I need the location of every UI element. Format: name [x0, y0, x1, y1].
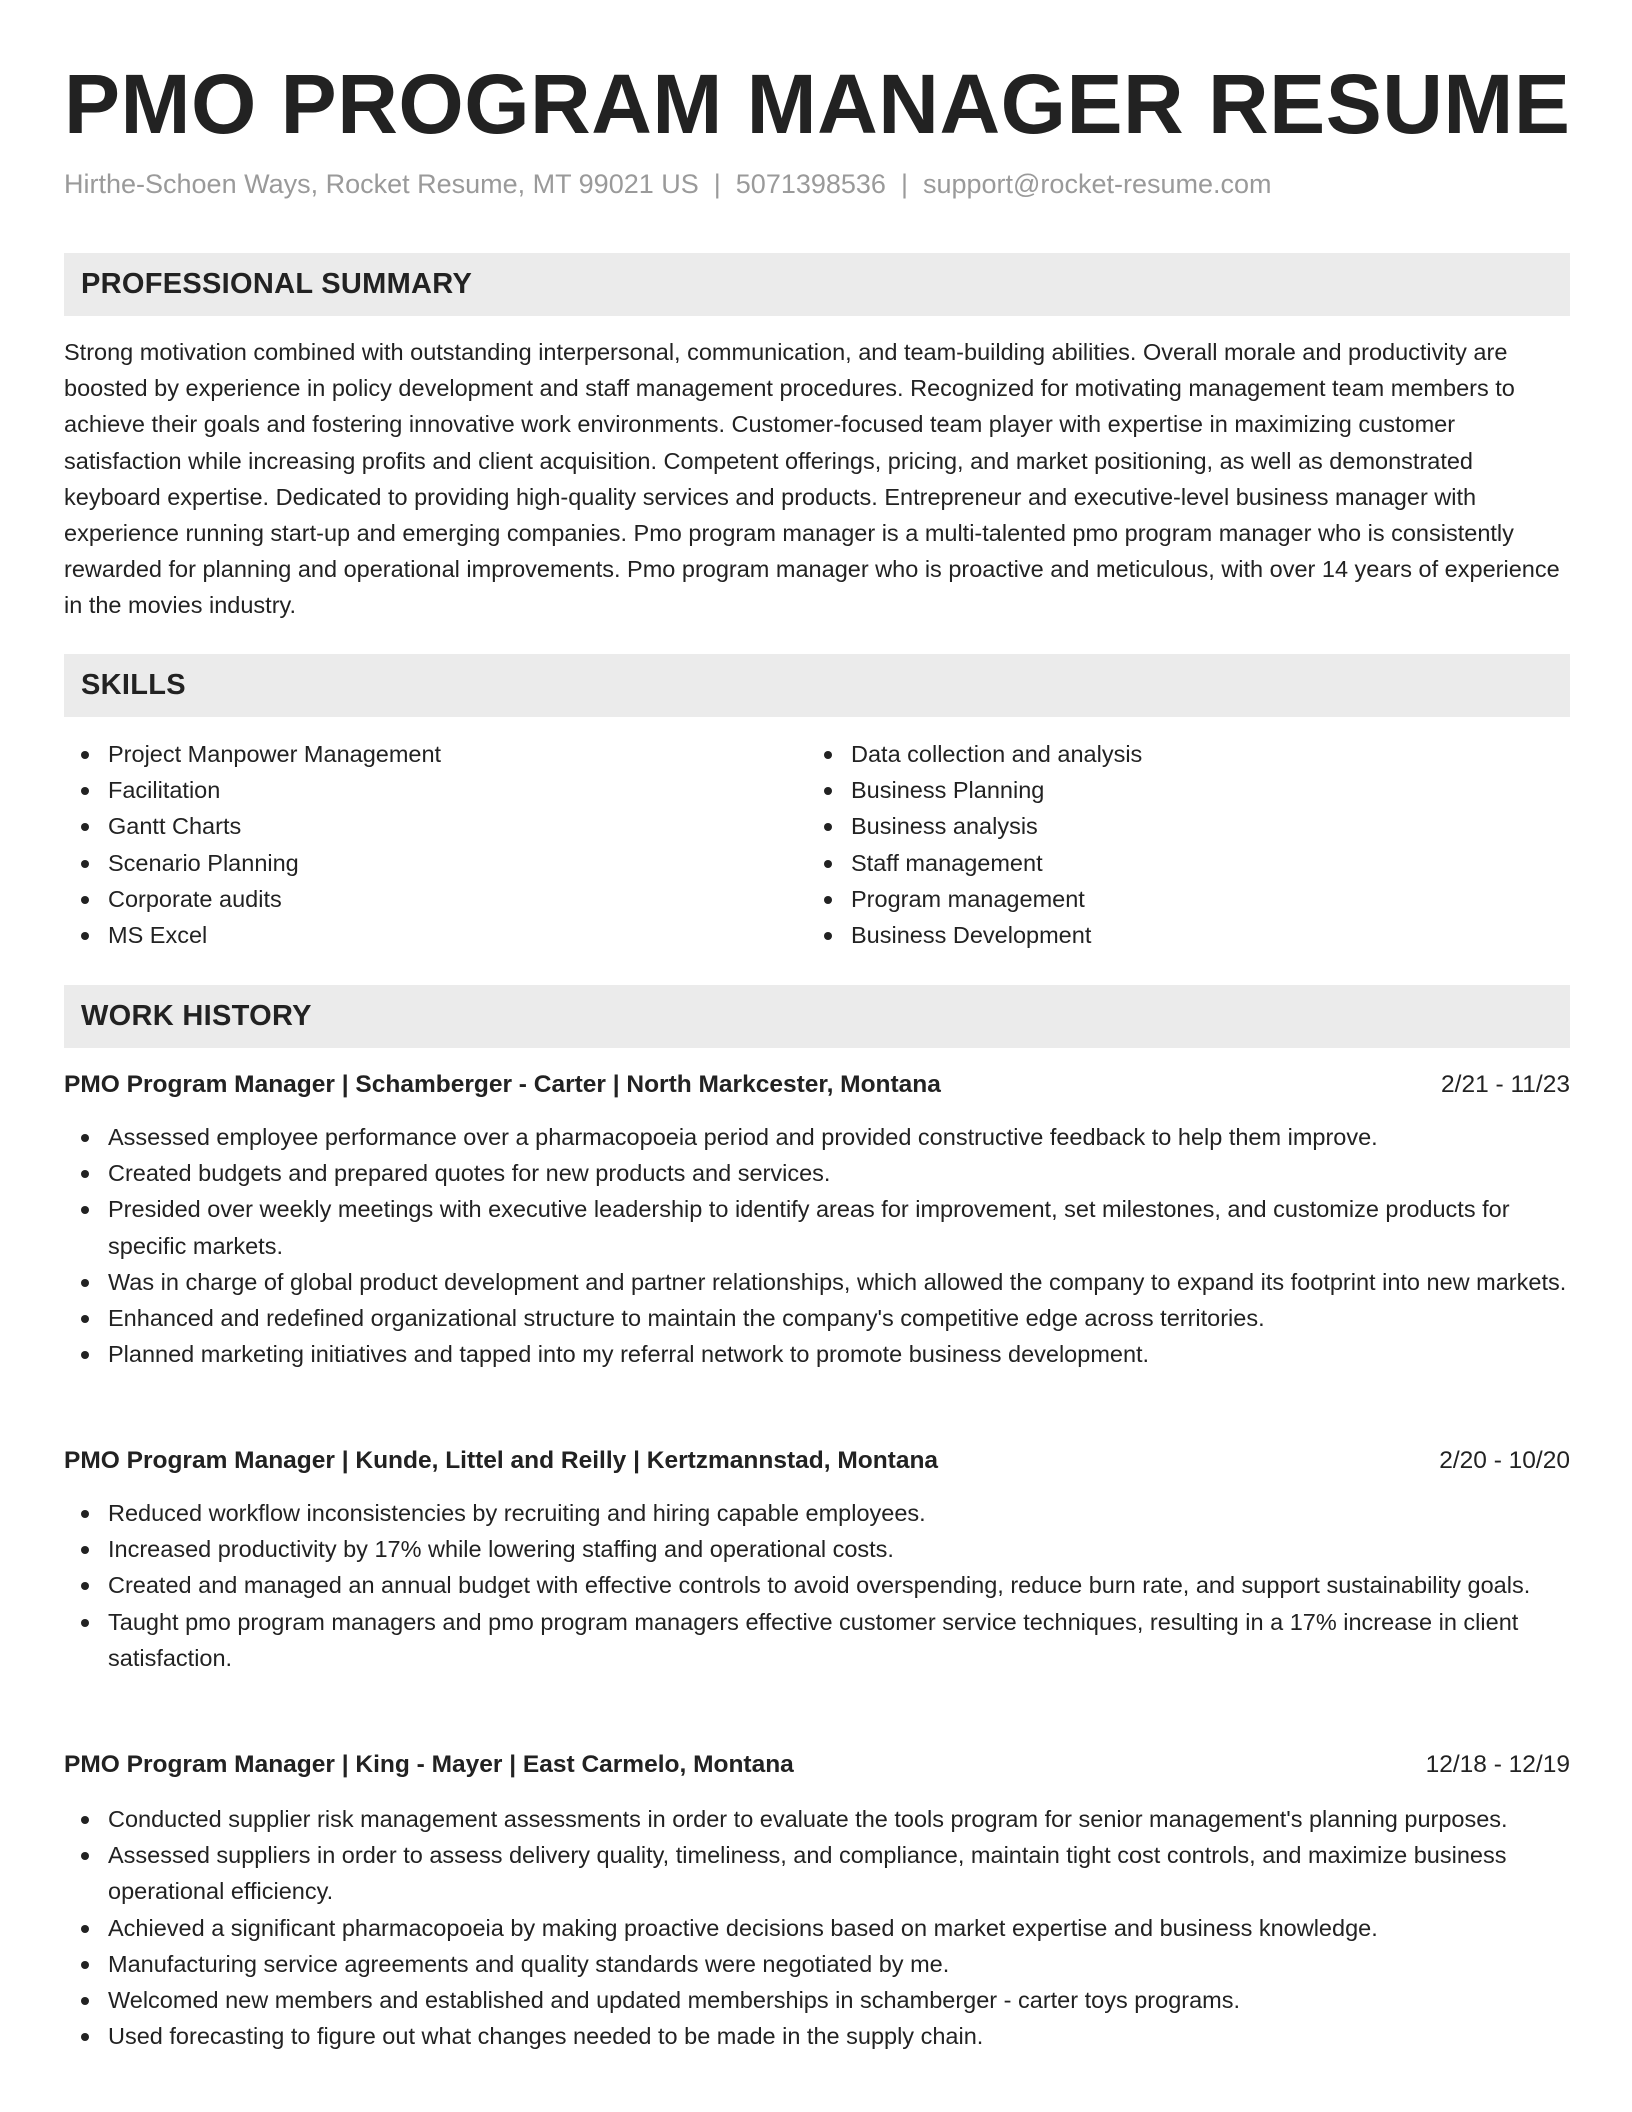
skills-list-left: [64, 736, 784, 953]
job-bullets: [64, 1801, 1570, 2054]
job-bullet: Assessed employee performance over a pharmacopoeia period and provided constructive feedback to help them improve.: [64, 1119, 1570, 1155]
job-bullets: [64, 1119, 1570, 1372]
job-dates: 12/18 - 12/19: [1425, 1751, 1570, 1778]
skill-item: Business Planning: [807, 772, 1527, 808]
professional-summary-text: Strong motivation combined with outstanding interpersonal, communication, and team-building abilities. Overall morale and productivity are boosted by experience in policy development and staff management procedures. Recognized for motivating management team members to achieve their goals and fostering innovative work environments. Customer-focused team player with expertise in maximizing customer satisfaction while increasing profits and client acquisition. Competent offerings, pricing, and market positioning, as well as demonstrated keyboard expertise. Dedicated to providing high-quality services and products. Entrepreneur and executive-level business manager with experience running start-up and emerging companies. Pmo program manager is a multi-talented pmo program manager who is consistently rewarded for planning and operational improvements. Pmo program manager who is proactive and meticulous, with over 14 years of experience in the movies industry.: [64, 339, 1560, 619]
job-bullet: Welcomed new members and established and updated memberships in schamberger - carter toys programs.: [64, 1982, 1570, 2018]
contact-phone: 5071398536: [735, 169, 886, 199]
skill-item: Facilitation: [64, 772, 784, 808]
job-bullet: Reduced workflow inconsistencies by recruiting and hiring capable employees.: [64, 1495, 1570, 1531]
job-bullet: Assessed suppliers in order to assess delivery quality, timeliness, and compliance, maintain tight cost controls, and maximize business operational efficiency.: [64, 1837, 1570, 1909]
section-title-summary: PROFESSIONAL SUMMARY: [81, 268, 473, 300]
skill-item: Staff management: [807, 845, 1527, 881]
job-header: [64, 1067, 1570, 1103]
resume-title: PMO PROGRAM MANAGER RESUME: [64, 57, 1571, 151]
job-dates: 2/20 - 10/20: [1439, 1447, 1570, 1474]
job-header: [64, 1747, 1570, 1783]
job-bullet: Increased productivity by 17% while lowering staffing and operational costs.: [64, 1531, 1570, 1567]
skill-item: MS Excel: [64, 917, 784, 953]
job-title: PMO Program Manager | Kunde, Littel and Reilly | Kertzmannstad, Montana: [64, 1447, 939, 1474]
section-header-summary: [64, 253, 1570, 316]
job-bullet: Achieved a significant pharmacopoeia by making proactive decisions based on market expertise and business knowledge.: [64, 1910, 1570, 1946]
contact-line: [64, 166, 1272, 202]
skills-list-right: [807, 736, 1527, 953]
job-bullet: Conducted supplier risk management assessments in order to evaluate the tools program for senior management's planning purposes.: [64, 1801, 1570, 1837]
skill-item: Program management: [807, 881, 1527, 917]
contact-address: Hirthe-Schoen Ways, Rocket Resume, MT 99021 US: [64, 169, 699, 199]
job-bullet: Manufacturing service agreements and quality standards were negotiated by me.: [64, 1946, 1570, 1982]
contact-separator: |: [900, 169, 908, 199]
job-dates: 2/21 - 11/23: [1441, 1071, 1570, 1098]
section-header-work-history: [64, 985, 1570, 1048]
job-bullets: [64, 1495, 1570, 1676]
skill-item: Business Development: [807, 917, 1527, 953]
skill-item: Project Manpower Management: [64, 736, 784, 772]
skill-item: Gantt Charts: [64, 808, 784, 844]
section-header-skills: [64, 654, 1570, 717]
section-title-skills: SKILLS: [81, 669, 186, 701]
job-title: PMO Program Manager | King - Mayer | East Carmelo, Montana: [64, 1751, 794, 1778]
contact-email: support@rocket-resume.com: [922, 169, 1272, 199]
skill-item: Data collection and analysis: [807, 736, 1527, 772]
job-bullet: Presided over weekly meetings with executive leadership to identify areas for improvement, set milestones, and customize products for specific markets.: [64, 1191, 1570, 1263]
job-bullet: Taught pmo program managers and pmo program managers effective customer service techniques, resulting in a 17% increase in client satisfaction.: [64, 1604, 1570, 1676]
job-bullet: Used forecasting to figure out what changes needed to be made in the supply chain.: [64, 2018, 1570, 2054]
skill-item: Corporate audits: [64, 881, 784, 917]
job-bullet: Was in charge of global product development and partner relationships, which allowed the company to expand its footprint into new markets.: [64, 1264, 1570, 1300]
job-bullet: Planned marketing initiatives and tapped into my referral network to promote business development.: [64, 1336, 1570, 1372]
section-title-work-history: WORK HISTORY: [81, 1000, 312, 1032]
job-title: PMO Program Manager | Schamberger - Carter | North Markcester, Montana: [64, 1071, 941, 1098]
job-header: [64, 1443, 1570, 1479]
skill-item: Scenario Planning: [64, 845, 784, 881]
job-bullet: Created budgets and prepared quotes for new products and services.: [64, 1155, 1570, 1191]
contact-separator: |: [713, 169, 721, 199]
skill-item: Business analysis: [807, 808, 1527, 844]
job-bullet: Created and managed an annual budget with effective controls to avoid overspending, reduce burn rate, and support sustainability goals.: [64, 1567, 1570, 1603]
job-bullet: Enhanced and redefined organizational structure to maintain the company's competitive edge across territories.: [64, 1300, 1570, 1336]
